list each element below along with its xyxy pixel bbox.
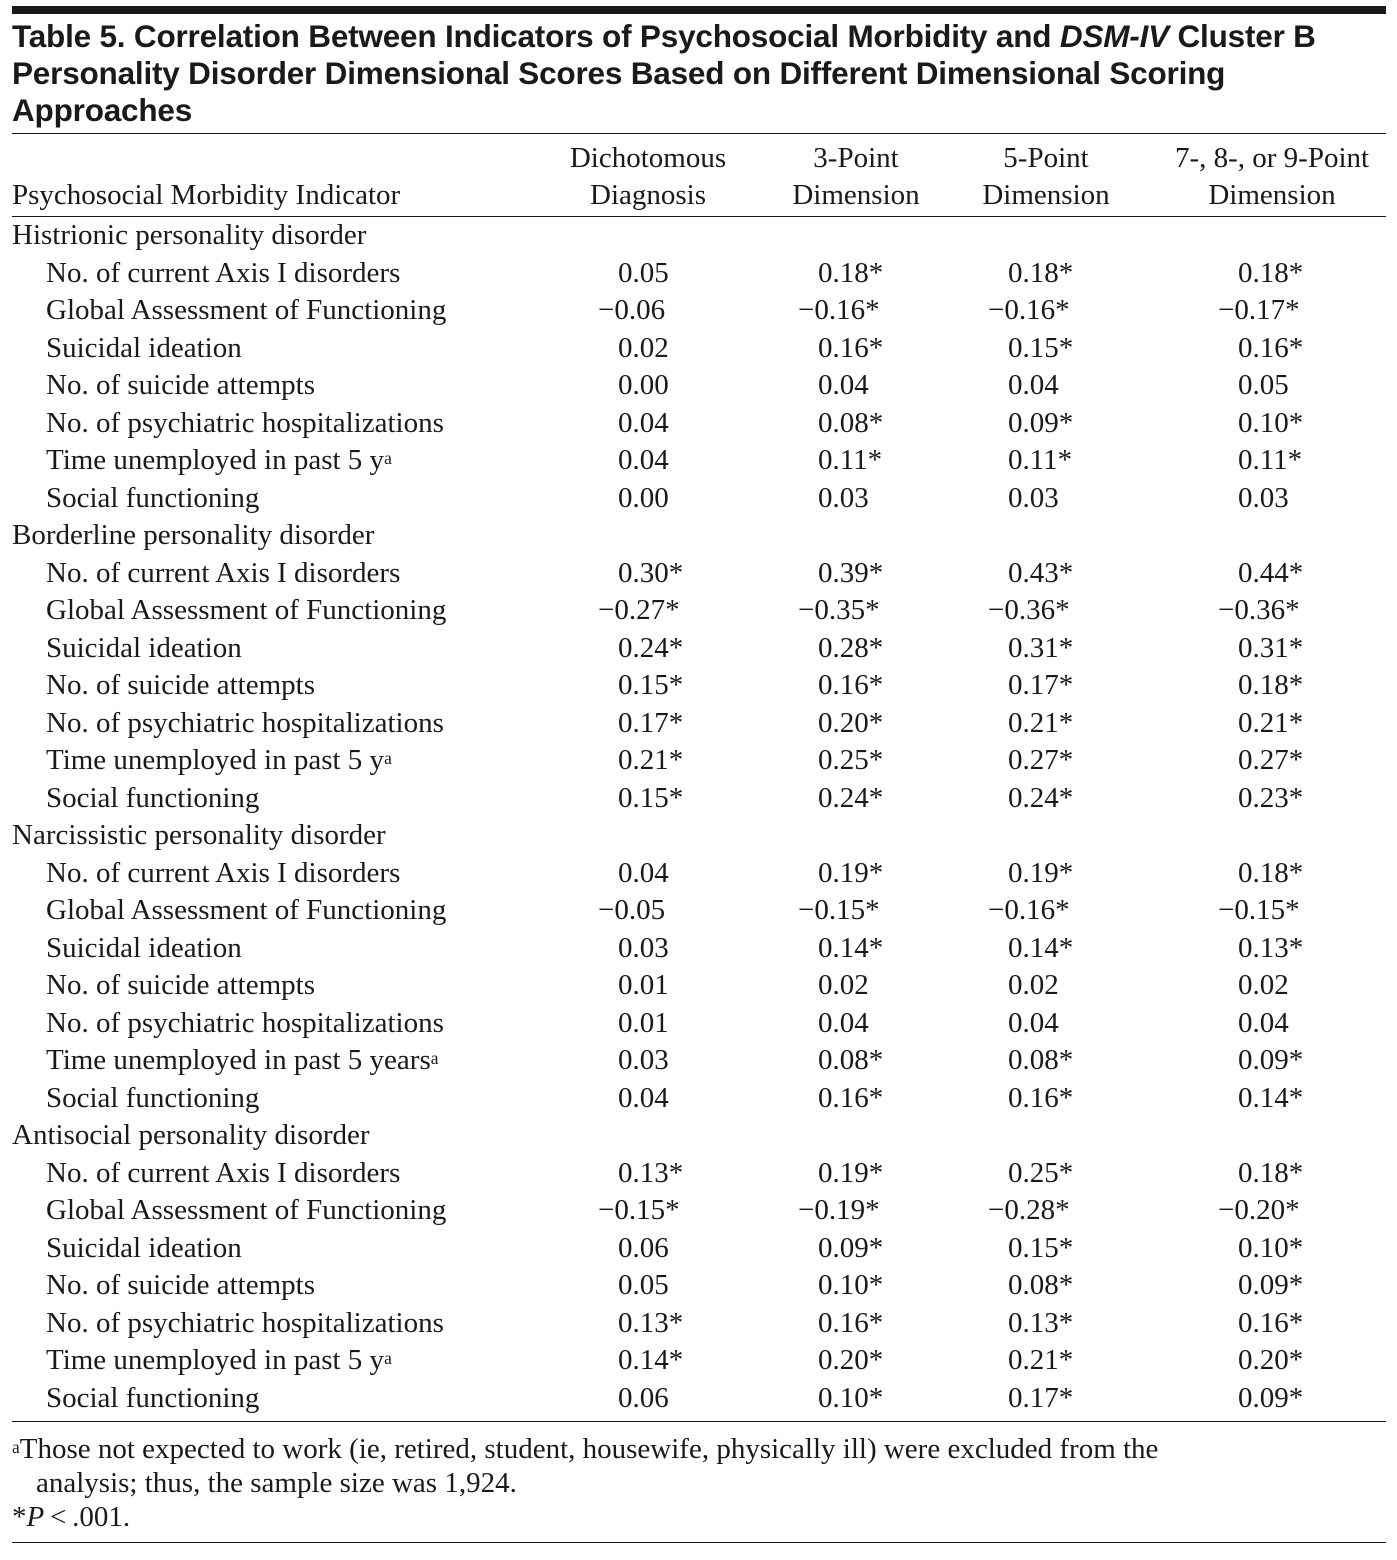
group-header-row [12,1117,1386,1155]
indicator-label-text: No. of suicide attempts [46,969,316,1001]
correlation-value: 0.03 [618,931,669,964]
correlation-value: 0.43* [1008,556,1074,589]
table-row [12,930,1386,968]
indicator-label-text: Time unemployed in past 5 y [46,1344,385,1376]
correlation-value: 0.15* [1008,331,1074,364]
group-header-row [12,517,1386,555]
correlation-value: 0.01 [618,969,669,1001]
correlation-value: −0.06 [598,294,666,326]
table-row [12,1042,1386,1080]
table-row [12,1342,1386,1380]
correlation-value: 0.13* [618,1156,684,1189]
correlation-value: 0.17* [1008,1381,1074,1414]
indicator-label-text: Global Assessment of Functioning [46,294,447,326]
correlation-value: 0.16* [1238,331,1304,364]
table-row [12,742,1386,780]
indicator-label-text: Social functioning [46,1381,260,1414]
footnote-a [12,1432,1386,1466]
correlation-value: 0.44* [1238,556,1304,589]
indicator-label-text: Time unemployed in past 5 years [46,1044,431,1076]
indicator-label [46,480,259,518]
column-header-line: Dimension [1208,179,1336,211]
title-text-start: Table 5. Correlation Between Indicators of Psychosocial Morbidity and [12,18,1060,54]
table-row [12,1155,1386,1193]
correlation-value: 0.09* [818,1231,884,1264]
correlation-value: 0.04 [618,406,669,439]
indicator-label [46,1305,444,1343]
indicator-label [46,780,259,818]
table-row [12,405,1386,443]
indicator-label [46,405,444,443]
indicator-label [46,1155,400,1193]
correlation-value: 0.15* [1008,1231,1074,1264]
indicator-label [46,967,315,1005]
title-italic-dsm: DSM-IV [1059,18,1169,54]
indicator-label [46,630,242,668]
correlation-value: 0.10* [1238,406,1304,439]
correlation-value: −0.05 [598,894,666,926]
column-header-line: 5-Point [1003,142,1089,174]
footnote-a-text: Those not expected to work (ie, retired, student, housewife, physically ill) were excluded from the [19,1433,1159,1465]
group-header-row [12,817,1386,855]
table-page [12,0,1386,1543]
column-header-indicator: Psychosocial Morbidity Indicator [12,179,401,211]
table-row [12,330,1386,368]
indicator-label [46,1080,259,1118]
group-name: Histrionic personality disorder [12,219,367,251]
correlation-value: 0.08* [1008,1269,1074,1301]
indicator-label [46,330,242,368]
footnote-marker: a [384,747,392,768]
correlation-value: 0.04 [818,369,869,401]
indicator-label-text: Social functioning [46,781,260,814]
correlation-value: 0.02 [618,331,669,364]
column-header-line: Dimension [982,179,1110,211]
table-row [12,255,1386,293]
indicator-label [46,1230,242,1268]
table-title [12,18,1386,129]
table-bottom-rule [12,1421,1386,1422]
correlation-value: −0.35* [798,594,880,626]
correlation-value: 0.20* [1238,1344,1304,1376]
correlation-value: −0.36* [1218,594,1300,626]
correlation-value: 0.18* [1238,256,1304,289]
indicator-label [46,930,242,968]
correlation-value: 0.14* [818,931,884,964]
indicator-label [46,442,392,480]
indicator-label [46,255,400,293]
correlation-value: 0.04 [618,444,669,476]
correlation-value: 0.02 [818,969,869,1001]
correlation-value: 0.24* [818,781,884,814]
correlation-value: 0.19* [818,856,884,889]
table-row [12,1380,1386,1418]
correlation-value: −0.16* [798,294,880,326]
correlation-value: −0.20* [1218,1194,1300,1226]
table-row [12,1005,1386,1043]
table-row [12,967,1386,1005]
indicator-label-text: Social functioning [46,481,260,514]
correlation-value: 0.25* [1008,1156,1074,1189]
table-row [12,480,1386,518]
correlation-value: 0.11* [1008,444,1073,476]
correlation-value: 0.13* [618,1306,684,1339]
correlation-value: 0.10* [818,1269,884,1301]
footnote-marker: a [384,1347,392,1368]
indicator-label-text: Global Assessment of Functioning [46,894,447,926]
correlation-value: 0.09* [1238,1381,1304,1414]
correlation-value: 0.08* [1008,1044,1074,1076]
indicator-label [46,555,400,593]
indicator-label [46,1380,259,1418]
table-row [12,892,1386,930]
correlation-value: 0.28* [818,631,884,664]
indicator-label-text: No. of psychiatric hospitalizations [46,1306,444,1339]
correlation-value: 0.16* [818,331,884,364]
page-bottom-rule [12,1542,1386,1543]
correlation-value: 0.00 [618,481,669,514]
group-name: Narcissistic personality disorder [12,819,386,851]
table-row [12,555,1386,593]
column-header-line: 7-, 8-, or 9-Point [1174,142,1370,174]
table-row [12,1192,1386,1230]
correlation-value: 0.04 [1008,369,1059,401]
indicator-label [46,292,446,330]
correlation-value: 0.19* [1008,856,1074,889]
correlation-value: 0.05 [1238,369,1289,401]
correlation-value: 0.18* [1238,1156,1304,1189]
column-header-line: 3-Point [813,142,899,174]
table-row [12,1080,1386,1118]
correlation-value: 0.04 [818,1006,869,1039]
indicator-label-text: No. of suicide attempts [46,669,316,701]
correlation-value: −0.16* [988,894,1070,926]
correlation-value: 0.31* [1008,631,1074,664]
correlation-value: 0.16* [1008,1081,1074,1114]
correlation-value: 0.08* [818,1044,884,1076]
correlation-value: 0.15* [618,669,684,701]
correlation-value: 0.11* [1238,444,1303,476]
correlation-value: −0.36* [988,594,1070,626]
correlation-value: 0.13* [1008,1306,1074,1339]
indicator-label-text: No. of psychiatric hospitalizations [46,706,444,739]
correlation-value: 0.05 [618,1269,669,1301]
correlation-value: 0.18* [818,256,884,289]
correlation-value: 0.04 [1238,1006,1289,1039]
correlation-value: 0.04 [618,856,669,889]
table-row [12,1267,1386,1305]
correlation-value: 0.15* [618,781,684,814]
correlation-value: 0.16* [818,669,884,701]
indicator-label [46,1192,446,1230]
correlation-value: −0.28* [988,1194,1070,1226]
correlation-value: 0.27* [1008,744,1074,776]
correlation-value: 0.05 [618,256,669,289]
correlation-value: 0.24* [618,631,684,664]
indicator-label-text: No. of current Axis I disorders [46,256,401,289]
correlation-value: 0.10* [818,1381,884,1414]
footnote-marker: a [384,447,392,468]
correlation-value: 0.03 [1238,481,1289,514]
footnote-p-symbol: P [26,1501,45,1533]
correlation-value: 0.16* [818,1081,884,1114]
column-header-7-8-9-point [1158,140,1386,214]
correlation-value: 0.30* [618,556,684,589]
title-text-end: Cluster B Personality Disorder Dimensional Scores Based on Different Dimensional Scoring Approaches [12,18,1316,128]
correlation-value: 0.09* [1238,1269,1304,1301]
correlation-value: −0.16* [988,294,1070,326]
group-name: Antisocial personality disorder [12,1119,370,1151]
footnote-a-text-continued: analysis; thus, the sample size was 1,924. [36,1467,517,1499]
correlation-value: −0.19* [798,1194,880,1226]
table-row [12,1230,1386,1268]
correlation-value: −0.27* [598,594,680,626]
correlation-value: 0.20* [818,706,884,739]
column-header-line: Dichotomous [569,142,727,174]
footnote-a-marker: a [12,1436,20,1457]
correlation-value: 0.27* [1238,744,1304,776]
footnote-p-marker: * [12,1501,27,1533]
correlation-value: 0.00 [618,369,669,401]
column-header-line: Diagnosis [590,179,706,211]
indicator-label-text: Suicidal ideation [46,331,242,364]
indicator-label [46,705,444,743]
table-row [12,292,1386,330]
indicator-label-text: Suicidal ideation [46,1231,242,1264]
correlation-value: 0.23* [1238,781,1304,814]
correlation-value: 0.18* [1238,669,1304,701]
indicator-label-text: Suicidal ideation [46,631,242,664]
correlation-value: 0.04 [1008,1006,1059,1039]
correlation-value: 0.21* [1238,706,1304,739]
correlation-value: 0.19* [818,1156,884,1189]
correlation-value: 0.06 [618,1231,669,1264]
correlation-value: 0.39* [818,556,884,589]
correlation-value: 0.02 [1008,969,1059,1001]
indicator-label [46,667,315,705]
column-header-5-point [966,140,1126,214]
indicator-label-text: No. of psychiatric hospitalizations [46,1006,444,1039]
column-header-dichotomous [546,140,750,214]
correlation-value: 0.18* [1238,856,1304,889]
indicator-label-text: Time unemployed in past 5 y [46,444,385,476]
table-row [12,780,1386,818]
indicator-label [46,892,446,930]
table-footnotes [12,1432,1386,1534]
footnote-p-threshold: < .001. [44,1501,131,1533]
correlation-value: 0.03 [818,481,869,514]
indicator-label [46,592,446,630]
correlation-value: 0.17* [1008,669,1074,701]
correlation-value: 0.14* [618,1344,684,1376]
correlation-value: −0.15* [798,894,880,926]
correlation-value: 0.04 [618,1081,669,1114]
correlation-value: 0.31* [1238,631,1304,664]
indicator-label [46,1342,392,1380]
table-row [12,705,1386,743]
correlation-value: 0.21* [1008,1344,1074,1376]
correlation-value: 0.14* [1238,1081,1304,1114]
indicator-label-text: Social functioning [46,1081,260,1114]
correlation-value: 0.18* [1008,256,1074,289]
table-row [12,367,1386,405]
indicator-label [46,367,315,405]
table-body [12,217,1386,1417]
indicator-label [46,1042,438,1080]
table-row [12,592,1386,630]
table-row [12,855,1386,893]
correlation-value: 0.20* [818,1344,884,1376]
indicator-label-text: Time unemployed in past 5 y [46,744,385,776]
correlation-value: 0.21* [618,744,684,776]
correlation-value: 0.03 [618,1044,669,1076]
indicator-label-text: No. of current Axis I disorders [46,556,401,589]
correlation-value: 0.14* [1008,931,1074,964]
correlation-value: 0.03 [1008,481,1059,514]
table-row [12,667,1386,705]
indicator-label-text: Suicidal ideation [46,931,242,964]
indicator-label [46,1267,315,1305]
correlation-value: 0.09* [1008,406,1074,439]
correlation-value: 0.10* [1238,1231,1304,1264]
table-row [12,1305,1386,1343]
correlation-value: −0.15* [598,1194,680,1226]
indicator-label-text: No. of suicide attempts [46,1269,316,1301]
table-row [12,442,1386,480]
correlation-value: 0.11* [818,444,883,476]
correlation-value: 0.16* [818,1306,884,1339]
group-header-row [12,217,1386,255]
correlation-value: −0.17* [1218,294,1300,326]
correlation-value: 0.21* [1008,706,1074,739]
correlation-value: 0.02 [1238,969,1289,1001]
table-row [12,630,1386,668]
correlation-value: 0.13* [1238,931,1304,964]
indicator-label-text: No. of current Axis I disorders [46,856,401,889]
indicator-label-text: No. of psychiatric hospitalizations [46,406,444,439]
correlation-value: 0.08* [818,406,884,439]
correlation-value: 0.16* [1238,1306,1304,1339]
top-rule [12,6,1386,14]
column-header-3-point [776,140,936,214]
column-header-row [12,134,1386,216]
indicator-label-text: No. of suicide attempts [46,369,316,401]
correlation-value: −0.15* [1218,894,1300,926]
indicator-label [46,1005,444,1043]
footnote-marker: a [430,1047,439,1068]
column-header-line: Dimension [792,179,920,211]
correlation-value: 0.25* [818,744,884,776]
indicator-label-text: No. of current Axis I disorders [46,1156,401,1189]
group-name: Borderline personality disorder [12,519,375,551]
correlation-value: 0.01 [618,1006,669,1039]
footnote-p-value [12,1500,1386,1534]
indicator-label [46,742,392,780]
correlation-value: 0.06 [618,1381,669,1414]
indicator-label [46,855,400,893]
correlation-value: 0.17* [618,706,684,739]
indicator-label-text: Global Assessment of Functioning [46,1194,447,1226]
correlation-value: 0.09* [1238,1044,1304,1076]
correlation-value: 0.24* [1008,781,1074,814]
indicator-label-text: Global Assessment of Functioning [46,594,447,626]
